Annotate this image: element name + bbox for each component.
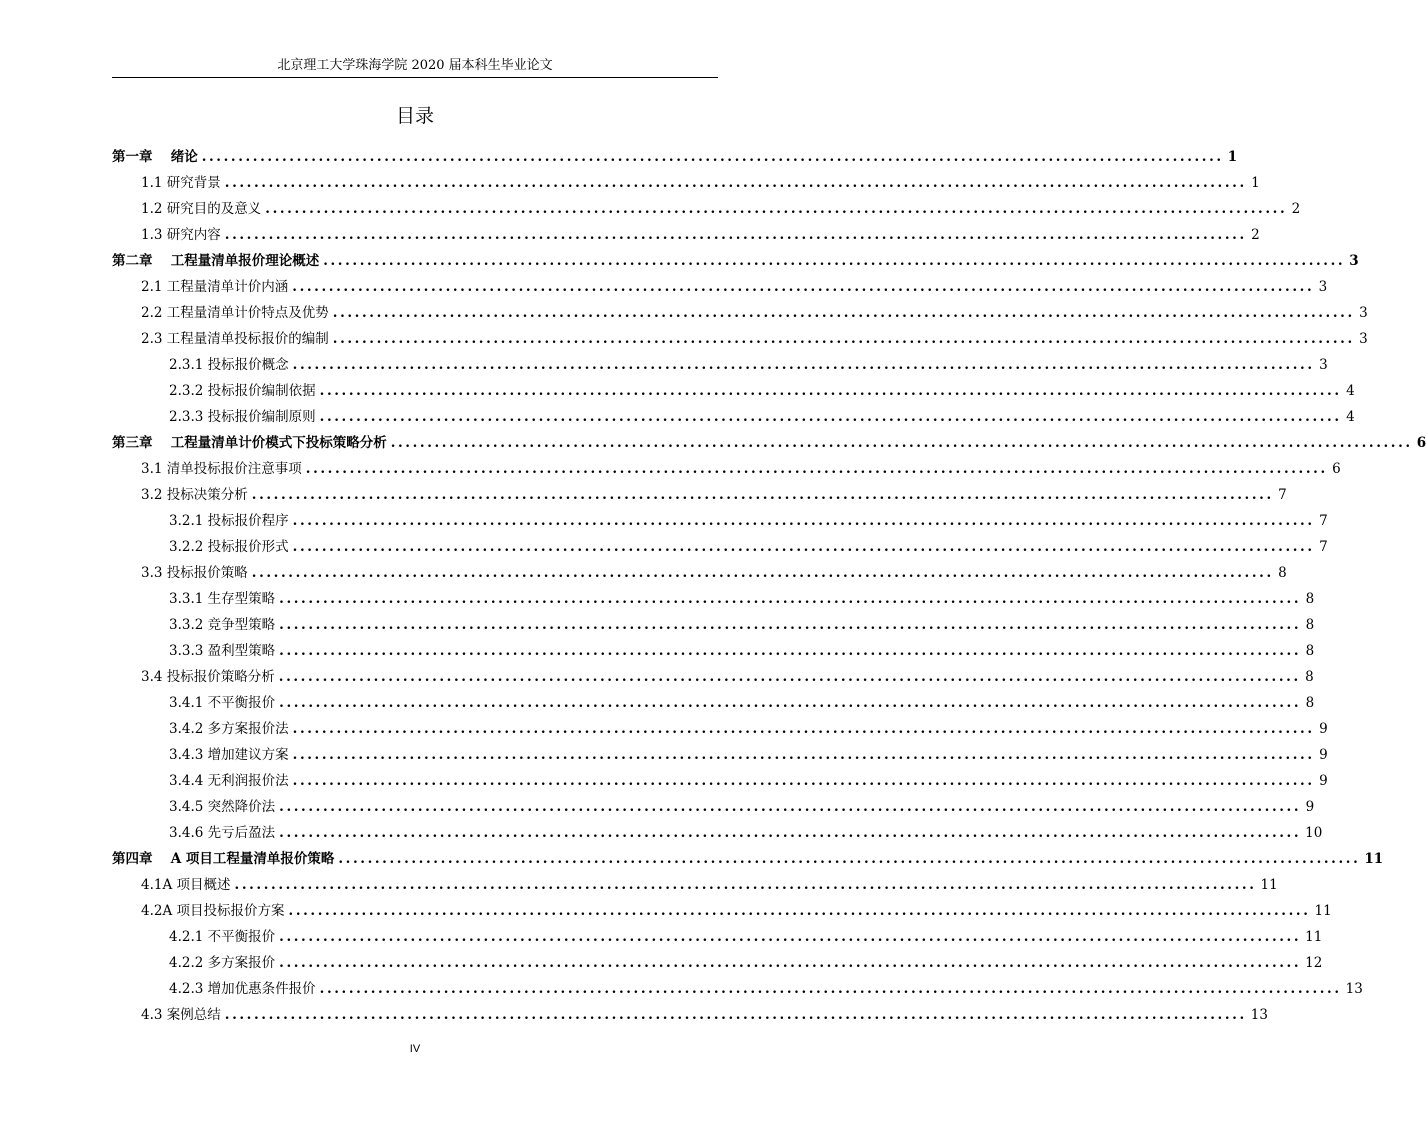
toc-section-entry[interactable] (112, 998, 1268, 1024)
toc-section-entry[interactable] (112, 816, 1323, 842)
toc-entry-page: 3 (1349, 253, 1359, 269)
toc-dot-leader: ............................................................................................................................................ (201, 149, 1224, 165)
page-title: 目录 (395, 105, 434, 127)
toc-dot-leader: ............................................................................................................................................ (265, 201, 1288, 217)
toc-entry-page: 8 (1305, 617, 1315, 633)
toc-entry-label: 4.2.1 不平衡报价 (169, 929, 276, 945)
toc-entry-page: 11 (1260, 877, 1278, 893)
toc-dot-leader: ............................................................................................................................................ (279, 643, 1302, 659)
table-of-contents (112, 140, 1426, 1024)
toc-section-entry[interactable] (112, 712, 1328, 738)
toc-section-entry[interactable] (112, 582, 1315, 608)
toc-chapter-entry[interactable] (112, 140, 1238, 166)
toc-section-entry[interactable] (112, 738, 1328, 764)
toc-entry-label: 4.1A 项目概述 (141, 877, 231, 893)
toc-entry-label: 1.1 研究背景 (141, 175, 221, 191)
toc-section-entry[interactable] (112, 504, 1328, 530)
toc-entry-page: 12 (1305, 955, 1323, 971)
toc-entry-label: 2.2 工程量清单计价特点及优势 (141, 305, 329, 321)
toc-entry-page: 6 (1416, 435, 1426, 451)
toc-entry-label: 3.4.1 不平衡报价 (169, 695, 276, 711)
toc-dot-leader: ............................................................................................................................................ (292, 357, 1315, 373)
toc-entry-page: 7 (1278, 487, 1287, 503)
toc-dot-leader: ............................................................................................................................................ (224, 1007, 1247, 1023)
toc-section-entry[interactable] (112, 166, 1260, 192)
toc-dot-leader: ............................................................................................................................................ (332, 331, 1355, 347)
toc-entry-page: 2 (1291, 201, 1301, 217)
toc-dot-leader: ............................................................................................................................................ (305, 461, 1328, 477)
toc-entry-page: 4 (1346, 383, 1355, 399)
toc-entry-page: 1 (1227, 149, 1238, 165)
toc-section-entry[interactable] (112, 894, 1332, 920)
toc-entry-label: 4.2A 项目投标报价方案 (141, 903, 285, 919)
toc-entry-label: 3.4.5 突然降价法 (169, 799, 276, 815)
toc-dot-leader: ............................................................................................................................................ (279, 825, 1302, 841)
toc-entry-label: 第一章 绪论 (112, 149, 198, 165)
toc-entry-label: 3.2 投标决策分析 (141, 487, 248, 503)
toc-entry-page: 7 (1319, 513, 1328, 529)
toc-section-entry[interactable] (112, 452, 1341, 478)
toc-entry-page: 8 (1305, 669, 1314, 685)
toc-section-entry[interactable] (112, 322, 1368, 348)
toc-section-entry[interactable] (112, 660, 1314, 686)
toc-dot-leader: ............................................................................................................................................ (292, 721, 1315, 737)
toc-dot-leader: ............................................................................................................................................ (292, 773, 1315, 789)
toc-section-entry[interactable] (112, 790, 1315, 816)
toc-dot-leader: ............................................................................................................................................ (288, 903, 1311, 919)
toc-dot-leader: ............................................................................................................................................ (279, 799, 1302, 815)
toc-entry-page: 9 (1305, 799, 1315, 815)
toc-dot-leader: ............................................................................................................................................ (390, 435, 1413, 451)
toc-entry-label: 1.2 研究目的及意义 (141, 201, 262, 217)
toc-entry-page: 3 (1359, 305, 1368, 321)
toc-section-entry[interactable] (112, 374, 1355, 400)
toc-entry-page: 13 (1345, 981, 1363, 997)
toc-section-entry[interactable] (112, 920, 1323, 946)
toc-section-entry[interactable] (112, 270, 1328, 296)
toc-entry-label: 3.3 投标报价策略 (141, 565, 248, 581)
toc-entry-label: 2.1 工程量清单计价内涵 (141, 279, 289, 295)
toc-section-entry[interactable] (112, 400, 1355, 426)
toc-section-entry[interactable] (112, 608, 1315, 634)
toc-section-entry[interactable] (112, 348, 1328, 374)
toc-entry-page: 11 (1305, 929, 1323, 945)
toc-dot-leader: ............................................................................................................................................ (332, 305, 1355, 321)
toc-entry-page: 8 (1278, 565, 1287, 581)
toc-entry-label: 3.4 投标报价策略分析 (141, 669, 275, 685)
toc-entry-label: 3.4.2 多方案报价法 (169, 721, 289, 737)
toc-dot-leader: ............................................................................................................................................ (234, 877, 1257, 893)
toc-entry-page: 9 (1319, 747, 1328, 763)
toc-entry-page: 8 (1305, 591, 1315, 607)
toc-entry-page: 9 (1319, 773, 1328, 789)
toc-dot-leader: ............................................................................................................................................ (323, 253, 1346, 269)
toc-entry-label: 3.4.6 先亏后盈法 (169, 825, 276, 841)
toc-dot-leader: ............................................................................................................................................ (251, 565, 1274, 581)
toc-section-entry[interactable] (112, 946, 1323, 972)
toc-section-entry[interactable] (112, 972, 1363, 998)
toc-entry-page: 1 (1251, 175, 1260, 191)
toc-dot-leader: ............................................................................................................................................ (278, 669, 1301, 685)
toc-entry-page: 6 (1332, 461, 1341, 477)
toc-entry-page: 3 (1319, 357, 1328, 373)
toc-entry-label: 2.3.2 投标报价编制依据 (169, 383, 316, 399)
toc-section-entry[interactable] (112, 686, 1315, 712)
toc-dot-leader: ............................................................................................................................................ (279, 617, 1302, 633)
toc-entry-page: 3 (1359, 331, 1368, 347)
toc-dot-leader: ............................................................................................................................................ (319, 981, 1342, 997)
toc-entry-label: 2.3.3 投标报价编制原则 (169, 409, 316, 425)
toc-entry-page: 8 (1305, 695, 1315, 711)
toc-section-entry[interactable] (112, 296, 1368, 322)
toc-entry-label: 第二章 工程量清单报价理论概述 (112, 253, 320, 269)
toc-entry-label: 第三章 工程量清单计价模式下投标策略分析 (112, 435, 387, 451)
toc-dot-leader: ............................................................................................................................................ (279, 695, 1302, 711)
toc-entry-label: 3.2.1 投标报价程序 (169, 513, 289, 529)
toc-entry-label: 3.4.3 增加建议方案 (169, 747, 289, 763)
toc-section-entry[interactable] (112, 634, 1315, 660)
toc-chapter-entry[interactable] (112, 426, 1426, 452)
toc-dot-leader: ............................................................................................................................................ (279, 591, 1302, 607)
toc-entry-label: 3.4.4 无利润报价法 (169, 773, 289, 789)
toc-dot-leader: ............................................................................................................................................ (319, 383, 1342, 399)
toc-entry-page: 4 (1346, 409, 1355, 425)
toc-entry-page: 8 (1305, 643, 1315, 659)
toc-entry-label: 4.2.2 多方案报价 (169, 955, 276, 971)
toc-entry-label: 3.3.1 生存型策略 (169, 591, 276, 607)
running-header: 北京理工大学珠海学院 2020 届本科生毕业论文 (277, 58, 553, 73)
toc-section-entry[interactable] (112, 556, 1287, 582)
toc-dot-leader: ............................................................................................................................................ (292, 279, 1315, 295)
toc-entry-label: 2.3.1 投标报价概念 (169, 357, 289, 373)
header-rule (112, 77, 718, 78)
toc-chapter-entry[interactable] (112, 842, 1384, 868)
toc-entry-label: 3.3.2 竞争型策略 (169, 617, 276, 633)
toc-section-entry[interactable] (112, 530, 1328, 556)
toc-dot-leader: ............................................................................................................................................ (251, 487, 1274, 503)
toc-section-entry[interactable] (112, 478, 1287, 504)
toc-entry-page: 3 (1318, 279, 1328, 295)
toc-dot-leader: ............................................................................................................................................ (292, 539, 1315, 555)
toc-section-entry[interactable] (112, 868, 1278, 894)
toc-dot-leader: ............................................................................................................................................ (319, 409, 1342, 425)
toc-dot-leader: ............................................................................................................................................ (292, 747, 1315, 763)
toc-entry-page: 11 (1314, 903, 1332, 919)
toc-dot-leader: ............................................................................................................................................ (224, 175, 1247, 191)
toc-entry-label: 2.3 工程量清单投标报价的编制 (141, 331, 329, 347)
toc-dot-leader: ............................................................................................................................................ (224, 227, 1247, 243)
toc-section-entry[interactable] (112, 192, 1301, 218)
toc-section-entry[interactable] (112, 764, 1328, 790)
toc-entry-label: 3.2.2 投标报价形式 (169, 539, 289, 555)
toc-entry-page: 11 (1364, 851, 1384, 867)
toc-entry-page: 13 (1250, 1007, 1268, 1023)
toc-dot-leader: ............................................................................................................................................ (279, 955, 1302, 971)
toc-section-entry[interactable] (112, 218, 1260, 244)
toc-entry-label: 第四章 A 项目工程量清单报价策略 (112, 851, 335, 867)
page-number: IV (409, 1043, 421, 1055)
toc-dot-leader: ............................................................................................................................................ (279, 929, 1302, 945)
toc-entry-page: 2 (1251, 227, 1260, 243)
toc-entry-page: 10 (1305, 825, 1323, 841)
toc-dot-leader: ............................................................................................................................................ (338, 851, 1361, 867)
toc-dot-leader: ............................................................................................................................................ (292, 513, 1315, 529)
toc-entry-label: 4.3 案例总结 (141, 1007, 221, 1023)
toc-entry-page: 7 (1319, 539, 1328, 555)
toc-entry-page: 9 (1319, 721, 1328, 737)
toc-chapter-entry[interactable] (112, 244, 1359, 270)
toc-entry-label: 3.1 清单投标报价注意事项 (141, 461, 302, 477)
toc-entry-label: 1.3 研究内容 (141, 227, 221, 243)
toc-entry-label: 3.3.3 盈利型策略 (169, 643, 276, 659)
toc-entry-label: 4.2.3 增加优惠条件报价 (169, 981, 316, 997)
